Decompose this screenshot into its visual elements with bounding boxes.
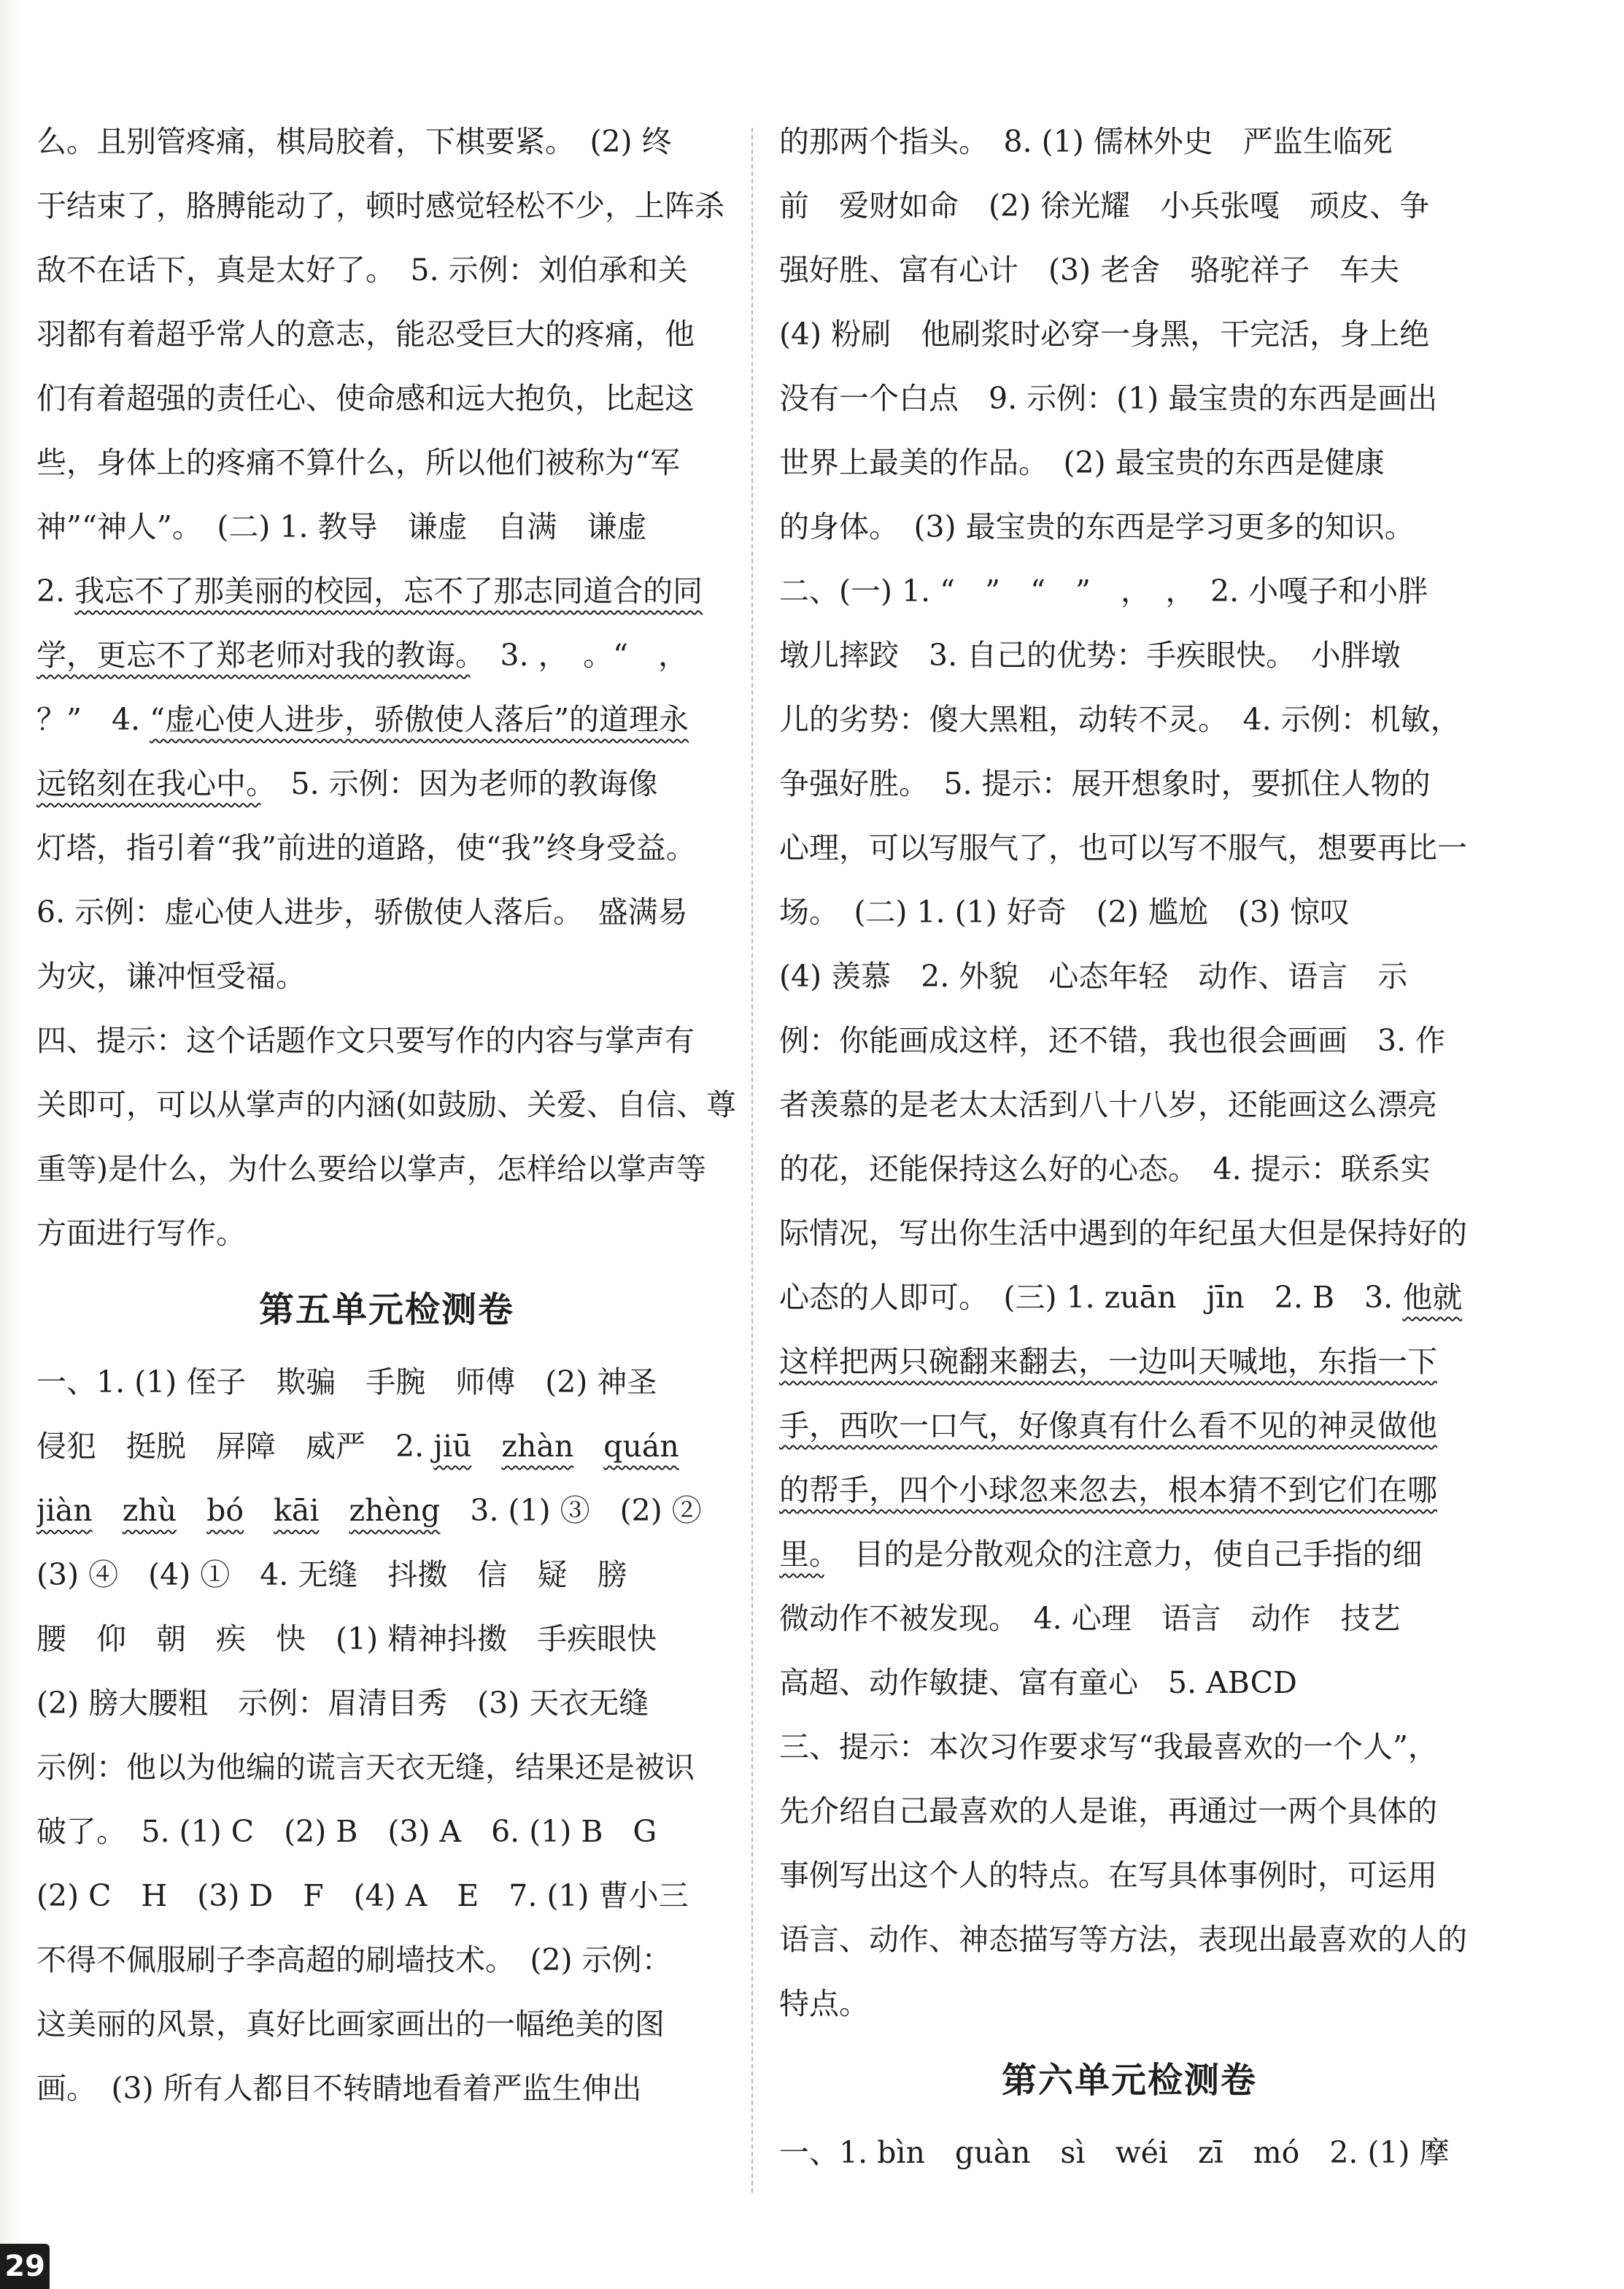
text-line — [779, 1522, 1480, 1586]
text-line — [779, 1329, 1480, 1394]
text-line: 微动作不被发现。 4. 心理 语言 动作 技艺 — [779, 1601, 1401, 1636]
text-line: (2) C H (3) D F (4) A E 7. (1) 曹小三 — [36, 1878, 689, 1913]
text-line: 前 爱财如命 (2) 徐光耀 小兵张嘎 顽皮、争 — [779, 188, 1430, 223]
text-line: 场。 (二) 1. (1) 好奇 (2) 尴尬 (3) 惊叹 — [779, 895, 1350, 930]
text-line: 破了。 5. (1) C (2) B (3) A 6. (1) B G — [36, 1814, 657, 1849]
text-segment: 2. — [36, 574, 75, 609]
text-line: 方面进行写作。 — [36, 1216, 246, 1251]
text-line: 者羡慕的是老太太活到八十八岁，还能画这么漂亮 — [779, 1087, 1437, 1122]
text-line: 敌不在话下，真是太好了。 5. 示例：刘伯承和关 — [36, 252, 688, 287]
underlined-answer: 手，西吹一口气，好像真有什么看不见的神灵做他 — [779, 1408, 1437, 1443]
text-line — [36, 559, 737, 623]
text-line: 这美丽的风景，真好比画家画出的一幅绝美的图 — [36, 2007, 665, 2042]
text-segment: 心态的人即可。 (三) 1. zuān jīn 2. B 3. — [779, 1280, 1403, 1315]
text-line — [779, 1265, 1480, 1329]
text-segment: 3. (1) ③ (2) ② — [470, 1493, 702, 1528]
text-line: 的身体。 (3) 最宝贵的东西是学习更多的知识。 — [779, 509, 1415, 544]
underlined-answer: 的帮手，四个小球忽来忽去，根本猜不到它们在哪 — [779, 1472, 1437, 1508]
text-segment: 侵犯 挺脱 屏障 威严 2. — [36, 1429, 434, 1464]
text-line — [779, 1394, 1480, 1458]
page-edge-shadow — [0, 0, 22, 2289]
section-heading-unit-6: 第六单元检测卷 — [1001, 2060, 1257, 2101]
text-line — [36, 687, 737, 752]
text-line: 关即可，可以从掌声的内涵(如鼓励、关爱、自信、尊 — [36, 1087, 736, 1122]
text-line: 三、提示：本次习作要求写“我最喜欢的一个人”， — [779, 1729, 1438, 1764]
underlined-answer: “虚心使人进步，骄傲使人落后”的道理永 — [150, 702, 689, 737]
text-line: 些，身体上的疼痛不算什么，所以他们被称为“军 — [36, 445, 680, 480]
text-segment: 5. 示例：因为老师的教诲像 — [260, 766, 658, 801]
page-number: 29 — [0, 2244, 50, 2289]
underlined-answer: 他就 — [1402, 1280, 1463, 1315]
text-line: 争强好胜。 5. 提示：展开想象时，要抓住人物的 — [779, 766, 1431, 801]
text-line: 的那两个指头。 8. (1) 儒林外史 严监生临死 — [779, 124, 1393, 159]
text-line: 重等)是什么，为什么要给以掌声，怎样给以掌声等 — [36, 1151, 706, 1186]
text-line: (2) 膀大腰粗 示例：眉清目秀 (3) 天衣无缝 — [36, 1686, 649, 1721]
pinyin-answer: zhàn — [501, 1429, 574, 1464]
text-line: 先介绍自己最喜欢的人是谁，再通过一两个具体的 — [779, 1794, 1437, 1829]
pinyin-answer: zhù — [122, 1493, 177, 1528]
text-line: 神”“神人”。 (二) 1. 教导 谦虚 自满 谦虚 — [36, 509, 647, 544]
text-line: 示例：他以为他编的谎言天衣无缝，结果还是被识 — [36, 1750, 695, 1785]
section-heading-unit-5: 第五单元检测卷 — [258, 1289, 514, 1330]
text-line: 语言、动作、神态描写等方法，表现出最喜欢的人的 — [779, 1922, 1467, 1957]
text-line: 一、1. (1) 侄子 欺骗 手腕 师傅 (2) 神圣 — [36, 1364, 657, 1400]
text-line: 世界上最美的作品。 (2) 最宝贵的东西是健康 — [779, 445, 1385, 480]
text-line: 四、提示：这个话题作文只要写作的内容与掌声有 — [36, 1023, 695, 1058]
text-line — [36, 752, 737, 816]
pinyin-answer: bó — [206, 1493, 244, 1528]
underlined-answer: 我忘不了那美丽的校园，忘不了那志同道合的同 — [74, 574, 703, 609]
text-segment: 3. ， 。“ ， — [470, 638, 689, 673]
text-line: 们有着超强的责任心、使命感和远大抱负，比起这 — [36, 381, 695, 416]
text-line: 于结束了，胳膊能动了，顿时感觉轻松不少，上阵杀 — [36, 188, 724, 223]
pinyin-answer: jiū — [433, 1429, 472, 1464]
text-line: 不得不佩服刷子李高超的刷墙技术。 (2) 示例： — [36, 1942, 672, 1977]
text-line — [36, 1414, 737, 1478]
text-line: 二、(一) 1. “ ” “ ” ， ， 2. 小嘎子和小胖 — [779, 574, 1428, 609]
underlined-answer: 学，更忘不了郑老师对我的教诲。 — [36, 638, 471, 673]
text-line: 为灾，谦冲恒受福。 — [36, 959, 306, 994]
text-line: 画。 (3) 所有人都目不转睛地看着严监生伸出 — [36, 2071, 642, 2106]
text-line: 的花，还能保持这么好的心态。 4. 提示：联系实 — [779, 1151, 1431, 1186]
text-line: 6. 示例：虚心使人进步，骄傲使人落后。 盛满易 — [36, 895, 688, 930]
text-line: 灯塔，指引着“我”前进的道路，使“我”终身受益。 — [36, 830, 696, 865]
text-segment: 目的是分散观众的注意力，使自己手指的细 — [824, 1537, 1423, 1572]
text-line: 没有一个白点 9. 示例：(1) 最宝贵的东西是画出 — [779, 381, 1438, 416]
text-line — [779, 1458, 1480, 1522]
text-line: 一、1. bìn guàn sì wéi zī mó 2. (1) 摩 — [779, 2135, 1450, 2170]
text-line: 例：你能画成这样，还不错，我也很会画画 3. 作 — [779, 1023, 1446, 1058]
text-line: 际情况，写出你生活中遇到的年纪虽大但是保持好的 — [779, 1216, 1467, 1251]
text-segment: ？” 4. — [36, 702, 150, 737]
pinyin-answer: zhèng — [349, 1493, 441, 1528]
text-line: 么。且别管疼痛，棋局胶着，下棋要紧。 (2) 终 — [36, 124, 672, 159]
left-column — [36, 109, 737, 2120]
text-line: 事例写出这个人的特点。在写具体事例时，可运用 — [779, 1858, 1437, 1893]
text-line: 特点。 — [779, 1986, 869, 2021]
right-column — [779, 109, 1480, 2185]
text-line: 儿的劣势：傻大黑粗，动转不灵。 4. 示例：机敏， — [779, 702, 1461, 737]
pinyin-answer: quán — [603, 1429, 679, 1464]
text-line: (3) ④ (4) ① 4. 无缝 抖擞 信 疑 膀 — [36, 1557, 627, 1592]
text-line — [36, 623, 737, 687]
text-line: 墩儿摔跤 3. 自己的优势：手疾眼快。 小胖墩 — [779, 638, 1401, 673]
text-line: (4) 羡慕 2. 外貌 心态年轻 动作、语言 示 — [779, 959, 1408, 994]
text-line: 强好胜、富有心计 (3) 老舍 骆驼祥子 车夫 — [779, 252, 1400, 287]
text-line: 腰 仰 朝 疾 快 (1) 精神抖擞 手疾眼快 — [36, 1621, 657, 1656]
text-line: (4) 粉刷 他刷浆时必穿一身黑，干完活，身上绝 — [779, 317, 1430, 352]
text-line — [36, 1478, 737, 1543]
underlined-answer: 远铭刻在我心中。 — [36, 766, 261, 801]
pinyin-answer: kāi — [274, 1493, 320, 1528]
text-line: 羽都有着超乎常人的意志，能忍受巨大的疼痛，他 — [36, 317, 695, 352]
column-divider — [751, 128, 753, 2193]
underlined-answer: 里。 — [779, 1537, 824, 1572]
pinyin-answer: jiàn — [36, 1493, 93, 1528]
text-line: 高超、动作敏捷、富有童心 5. ABCD — [779, 1665, 1297, 1700]
text-line: 心理，可以写服气了，也可以写不服气，想要再比一 — [779, 830, 1467, 865]
underlined-answer: 这样把两只碗翻来翻去，一边叫天喊地，东指一下 — [779, 1344, 1437, 1379]
